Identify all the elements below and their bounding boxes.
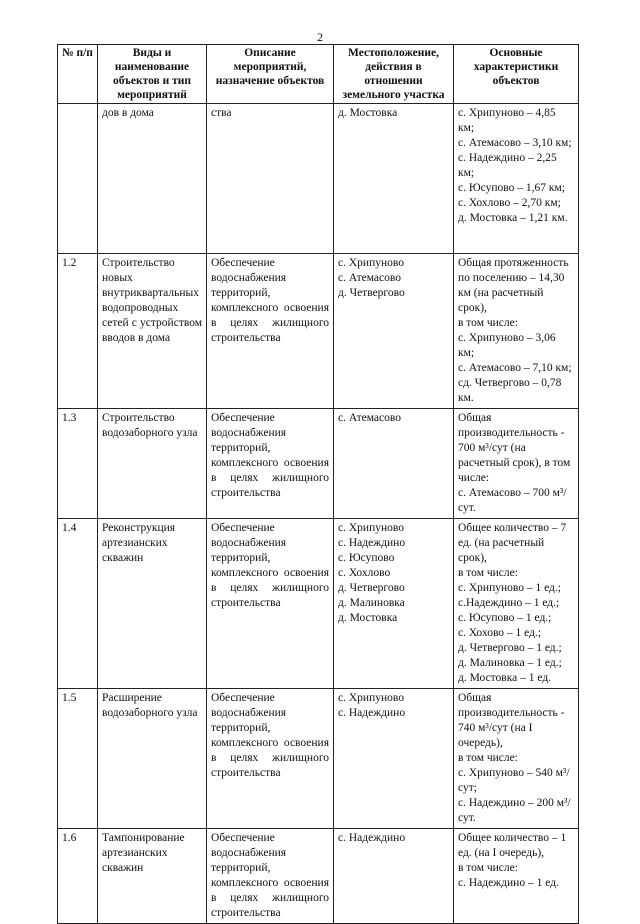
location-line: с. Хохлово: [338, 567, 391, 579]
row-number: 1.5: [58, 689, 98, 829]
location-line: с. Атемасово: [338, 412, 401, 424]
row-object-name: Строительство новых внутриквартальных водопроводных сетей с устройством вводов в дома: [98, 254, 207, 409]
row-number: [58, 104, 98, 254]
row-number: 1.4: [58, 519, 98, 689]
row-location: [334, 254, 454, 409]
characteristic-line: с. Хрипуново – 1 ед.;: [458, 582, 561, 594]
characteristic-line: в том числе:: [458, 567, 518, 579]
row-location: [334, 519, 454, 689]
header-location: Местоположение, действия в отношении земельного участка: [334, 45, 454, 104]
table-row: [58, 829, 579, 924]
table-body: [58, 104, 579, 924]
page-number: 2: [317, 30, 323, 44]
characteristic-line: Общая протяженность по поселению – 14,30 км (на расчетный срок),: [458, 257, 569, 314]
row-object-name: дов в дома: [98, 104, 207, 254]
table-row: [58, 519, 579, 689]
row-location: [334, 829, 454, 924]
location-line: с. Хрипуново: [338, 692, 404, 704]
objects-table: [57, 44, 579, 924]
row-characteristics: [454, 409, 579, 519]
characteristic-line: д. Мостовка – 1 ед.: [458, 672, 552, 684]
row-number: 1.2: [58, 254, 98, 409]
characteristic-line: с.Надеждино – 1 ед.;: [458, 597, 560, 609]
row-location: [334, 409, 454, 519]
row-object-name: Строительство водозаборного узла: [98, 409, 207, 519]
row-object-name: Тампонирование артезианских скважин: [98, 829, 207, 924]
table-header-row: [58, 45, 579, 104]
location-line: д. Четвергово: [338, 287, 405, 299]
location-line: с. Надеждино: [338, 537, 406, 549]
location-line: с. Хрипуново: [338, 522, 404, 534]
row-characteristics: [454, 104, 579, 254]
characteristic-line: с. Хрипуново – 3,06 км;: [458, 332, 556, 359]
characteristic-line: с. Юсупово – 1 ед.;: [458, 612, 552, 624]
characteristic-line: Общее количество – 1 ед. (на I очередь),: [458, 832, 567, 859]
characteristic-line: с. Надеждино – 2,25 км;: [458, 152, 557, 179]
row-characteristics: [454, 689, 579, 829]
characteristic-line: Общее количество – 7 ед. (на расчетный срок),: [458, 522, 567, 564]
row-description: Обеспечение водоснабжения территорий, комплексного освоения в целях жилищного строительства: [207, 829, 334, 924]
characteristic-line: д. Малиновка – 1 ед.;: [458, 657, 562, 669]
characteristic-line: с. Атемасово – 700 м³/сут.: [458, 487, 567, 514]
row-description: ства: [207, 104, 334, 254]
characteristic-line: с. Хохово – 1 ед.;: [458, 627, 542, 639]
characteristic-line: Общая производительность - 700 м³/сут (на расчетный срок), в том числе:: [458, 412, 571, 484]
location-line: с. Хрипуново: [338, 257, 404, 269]
row-characteristics: [454, 519, 579, 689]
characteristic-line: с. Надеждино – 1 ед.: [458, 877, 559, 889]
row-location: [334, 689, 454, 829]
table-row: [58, 254, 579, 409]
row-object-name: Реконструкция артезианских скважин: [98, 519, 207, 689]
characteristic-line: с. Атемасово – 7,10 км;: [458, 362, 572, 374]
location-line: с. Надеждино: [338, 707, 406, 719]
characteristic-line: сд. Четвергово – 0,78 км.: [458, 377, 562, 404]
row-description: Обеспечение водоснабжения территорий, комплексного освоения в целях жилищного строительства: [207, 519, 334, 689]
location-line: д. Малиновка: [338, 597, 405, 609]
location-line: с. Атемасово: [338, 272, 401, 284]
table-row: [58, 409, 579, 519]
table-row: [58, 689, 579, 829]
characteristic-line: с. Хрипуново – 540 м³/сут;: [458, 767, 570, 794]
location-line: д. Четвергово: [338, 582, 405, 594]
characteristic-line: в том числе:: [458, 752, 518, 764]
characteristic-line: с. Хохлово – 2,70 км;: [458, 197, 561, 209]
location-line: с. Юсупово: [338, 552, 395, 564]
row-description: Обеспечение водоснабжения территорий, комплексного освоения в целях жилищного строительства: [207, 409, 334, 519]
characteristic-line: с. Надеждино – 200 м³/сут.: [458, 797, 571, 824]
table-row: [58, 104, 579, 254]
row-description: Обеспечение водоснабжения территорий, комплексного освоения в целях жилищного строительства: [207, 254, 334, 409]
header-name: Виды и наименование объектов и тип мероприятий: [98, 45, 207, 104]
row-characteristics: [454, 254, 579, 409]
characteristic-line: в том числе:: [458, 317, 518, 329]
characteristic-line: с. Хрипуново – 4,85 км;: [458, 107, 556, 134]
location-line: с. Надеждино: [338, 832, 406, 844]
header-description: Описание мероприятий, назначение объектов: [207, 45, 334, 104]
characteristic-line: д. Мостовка – 1,21 км.: [458, 212, 568, 224]
characteristic-line: Общая производительность - 740 м³/сут (на I очередь),: [458, 692, 565, 749]
row-characteristics: [454, 829, 579, 924]
characteristic-line: с. Атемасово – 3,10 км;: [458, 137, 572, 149]
header-num: № п/п: [58, 45, 98, 104]
row-description: Обеспечение водоснабжения территорий, комплексного освоения в целях жилищного строительства: [207, 689, 334, 829]
characteristic-line: с. Юсупово – 1,67 км;: [458, 182, 565, 194]
row-object-name: Расширение водозаборного узла: [98, 689, 207, 829]
location-line: д. Мостовка: [338, 107, 398, 119]
row-number: 1.3: [58, 409, 98, 519]
row-location: [334, 104, 454, 254]
location-line: д. Мостовка: [338, 612, 398, 624]
row-number: 1.6: [58, 829, 98, 924]
characteristic-line: д. Четвергово – 1 ед.;: [458, 642, 562, 654]
characteristic-line: в том числе:: [458, 862, 518, 874]
header-characteristics: Основные характеристики объектов: [454, 45, 579, 104]
